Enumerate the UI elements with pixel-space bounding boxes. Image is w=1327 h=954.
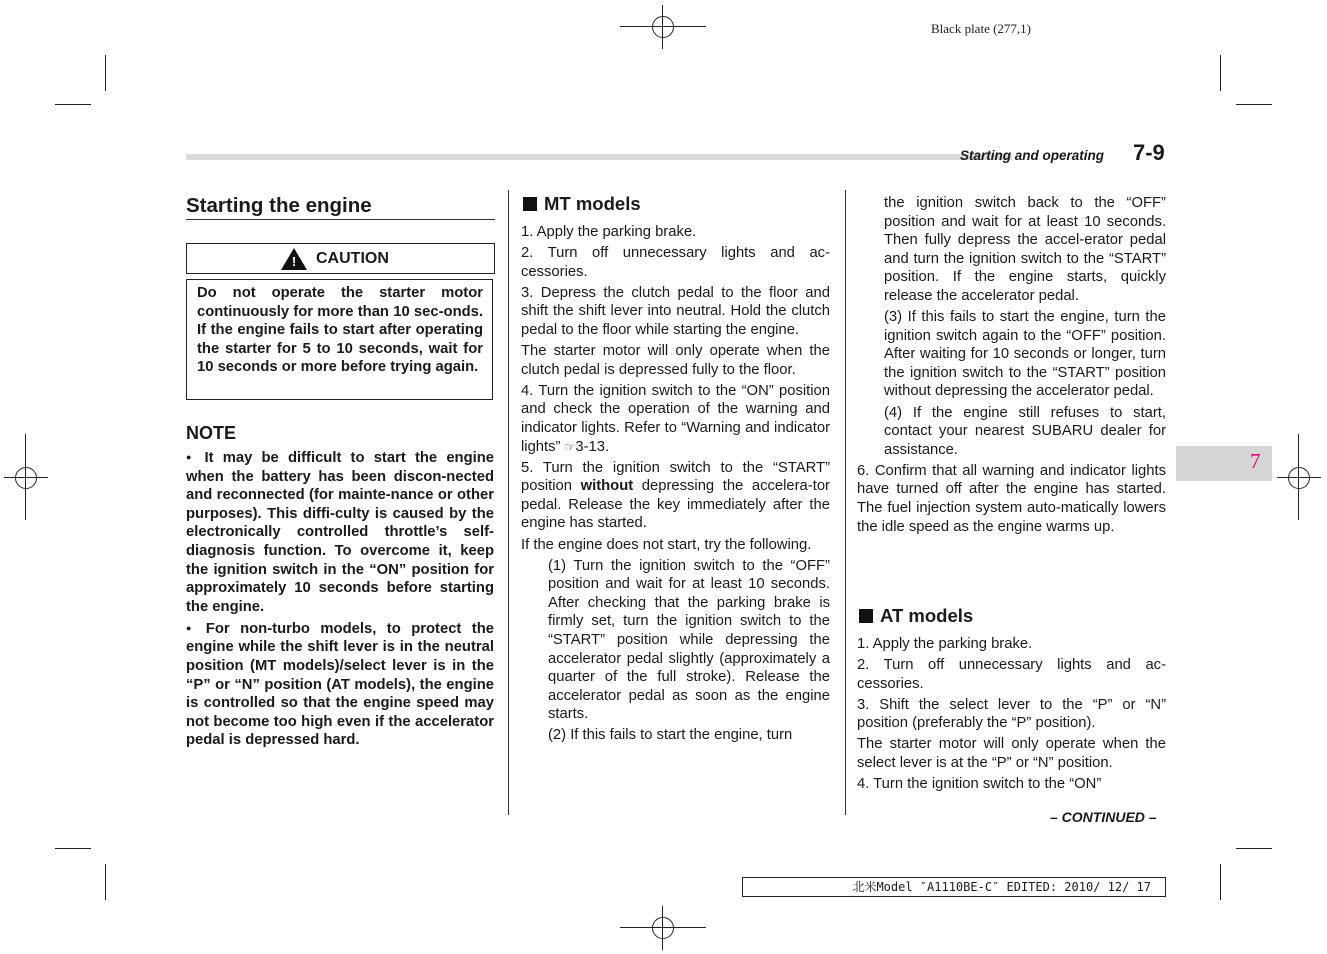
- column-divider: [845, 190, 846, 815]
- registration-line: [1298, 434, 1299, 520]
- registration-mark-icon: [4, 456, 48, 500]
- at-heading: AT models: [859, 605, 973, 627]
- square-bullet-icon: [523, 197, 537, 211]
- step-note: The starter motor will only operate when the select lever is at the “P” or “N” position.: [857, 736, 1166, 772]
- crop-mark: [105, 864, 106, 900]
- substep: (4) If the engine still refuses to start, contact your nearest SUBARU dealer for assistance.: [884, 404, 1166, 458]
- substep: (2) If this fails to start the engine, turn: [548, 727, 793, 744]
- registration-line: [620, 927, 706, 928]
- header-bar: [186, 154, 1012, 160]
- chapter-number: 7: [1250, 449, 1261, 473]
- bullet-icon: ●: [186, 452, 197, 462]
- registration-mark-icon: [641, 906, 685, 950]
- substep: (1) Turn the ignition switch to the “OFF” position and wait for at least 10 seconds. After checking that the parking brake is firmly set, turn the ignition switch to the “START” position while depressing the accelerator pedal slightly (approximately a quarter of the full stroke). Release the accelerator pedal as soon as the engine starts.: [548, 557, 830, 723]
- note-bullet: ● For non-turbo models, to protect the engine while the shift lever is in the neutral position (MT models)/select lever is in the “P” or “N” position (AT models), the engine is controlled so that the engine speed may not become too high even if the accelerator pedal is depressed hard.: [186, 620, 495, 749]
- substep: (3) If this fails to start the engine, turn the ignition switch again to the “OFF” position. After waiting for 10 seconds or longer, turn the ignition switch to the “START” position without depressing the accelerator pedal.: [884, 309, 1166, 400]
- step: 1. Apply the parking brake.: [857, 636, 1033, 652]
- step: 6. Confirm that all warning and indicator lights have turned off after the engine has started. The fuel injection system auto-matically lowers the idle speed as the engine warms up.: [857, 462, 1166, 535]
- footer-edit-info: 北米Model ″A1110BE-C″ EDITED: 2010/ 12/ 17: [742, 877, 1166, 897]
- step: 3. Depress the clutch pedal to the floor and shift the shift lever into neutral. Hold the clutch pedal to the floor while starting the engine.: [521, 284, 830, 338]
- registration-line: [25, 434, 26, 520]
- step-note: If the engine does not start, try the following.: [521, 536, 812, 553]
- crop-mark: [1236, 104, 1272, 105]
- crop-mark: [1220, 55, 1221, 91]
- crop-mark: [55, 848, 91, 849]
- page-reference: 3-13.: [575, 438, 610, 455]
- registration-mark-icon: [1277, 456, 1321, 500]
- mt-steps: [521, 223, 830, 748]
- step: 1. Apply the parking brake.: [521, 224, 697, 240]
- note-list: [186, 448, 494, 753]
- step: 3. Shift the select lever to the “P” or “N” position (preferably the “P” position).: [857, 696, 1166, 732]
- mt-steps-cont: [857, 194, 1166, 539]
- caution-label: CAUTION: [316, 250, 389, 267]
- note-heading: NOTE: [186, 423, 237, 443]
- warning-exclamation: !: [291, 254, 297, 269]
- caution-text: Do not operate the starter motor continuously for more than 10 sec-onds. If the engine fails to start after operating the starter for 5 to 10 seconds, wait for 10 seconds or more before trying again.: [197, 285, 483, 376]
- crop-mark: [55, 104, 91, 105]
- continued-label: – CONTINUED –: [1050, 809, 1157, 825]
- title-rule: [186, 219, 495, 220]
- reference-icon: ☞: [564, 439, 576, 454]
- registration-mark-icon: [641, 5, 685, 49]
- bullet-icon: ●: [186, 622, 198, 633]
- note-bullet: ● It may be difficult to start the engine when the battery has been discon-nected and reconnected (for mainte-nance or other purposes). This diffi-culty is caused by the electronically controlled throttle’s self-diagnosis function. To overcome it, keep the ignition switch in the “ON” position for approximately 10 seconds before starting the engine.: [186, 450, 495, 615]
- crop-mark: [1220, 864, 1221, 900]
- header-section: Starting and operating: [960, 148, 1105, 163]
- registration-line: [620, 26, 706, 27]
- square-bullet-icon: [859, 609, 873, 623]
- plate-label: Black plate (277,1): [931, 21, 1031, 36]
- crop-mark: [105, 55, 106, 91]
- mt-heading: MT models: [523, 193, 641, 215]
- step: 5. Turn the ignition switch to the “START” position without depressing the accelera-tor pedal. Release the key immediately after the engine has started.: [521, 459, 830, 532]
- page-title: Starting the engine: [186, 194, 372, 217]
- step: 4. Turn the ignition switch to the “ON”: [857, 776, 1102, 793]
- crop-mark: [1236, 848, 1272, 849]
- at-steps: [857, 635, 1166, 796]
- substep: the ignition switch back to the “OFF” position and wait for at least 10 seconds. Then fully depress the accel-erator pedal and turn the ignition switch to the “START” position. If the engine starts, quickly release the accelerator pedal.: [884, 195, 1166, 304]
- step: 4. Turn the ignition switch to the “ON” position and check the operation of the warning and indicator lights. Refer to “Warning and indicator lights” ☞3-13.: [521, 382, 830, 455]
- step: 2. Turn off unnecessary lights and ac-cessories.: [857, 657, 1166, 692]
- column-divider: [508, 190, 509, 815]
- page-number: 7-9: [1133, 140, 1165, 165]
- step: 2. Turn off unnecessary lights and ac-cessories.: [521, 245, 830, 280]
- step-note: The starter motor will only operate when the clutch pedal is depressed fully to the floor.: [521, 343, 830, 378]
